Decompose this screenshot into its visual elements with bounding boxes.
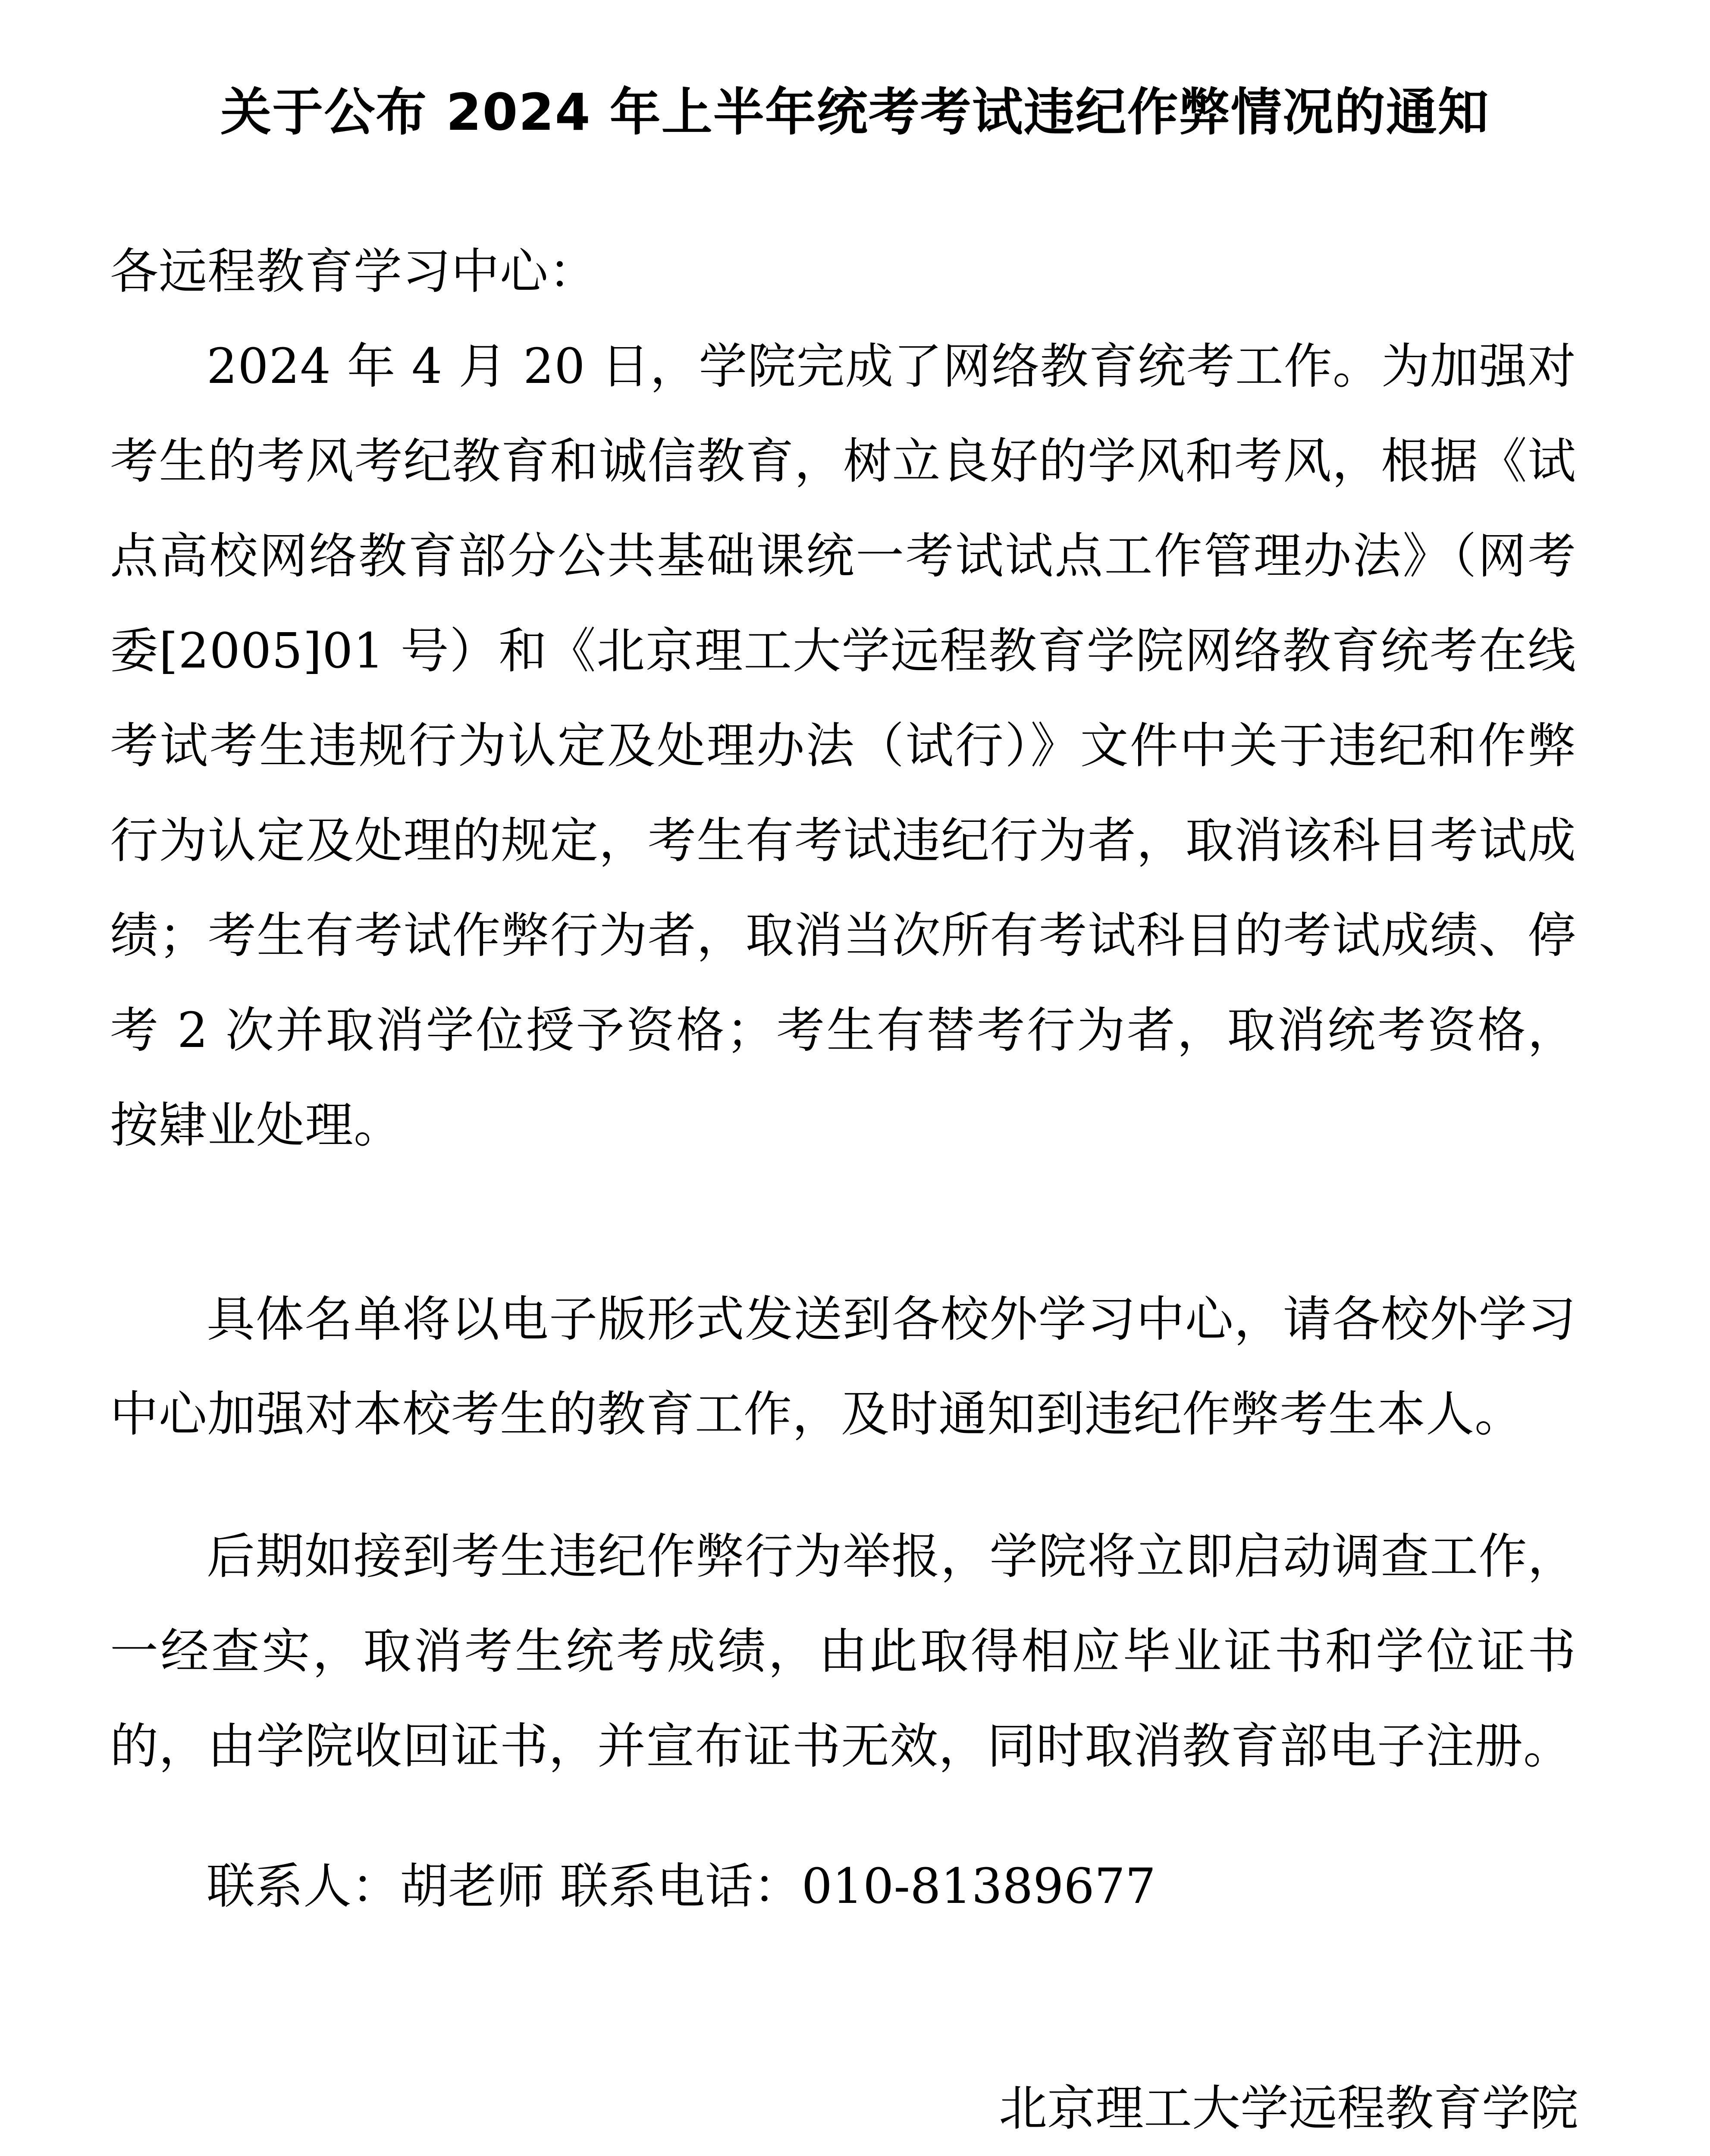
notice-title: 关于公布 2024 年上半年统考考试违纪作弊情况的通知: [220, 82, 1490, 142]
salutation: 各远程教育学习中心：: [110, 244, 597, 300]
contact-line: 联系人：胡老师 联系电话：010-81389677: [207, 1858, 1156, 1915]
paragraph-investigation: 后期如接到考生违纪作弊行为举报，学院将立即启动调查工作，一经查实，取消考生统考成绩，由此取得相应毕业证书和学位证书的，由学院收回证书，并宣布证书无效，同时取消教育部电子注册。: [110, 1529, 1576, 1774]
paragraph-list-notice: 具体名单将以电子版形式发送到各校外学习中心，请各校外学习中心加强对本校考生的教育工作，及时通知到违纪作弊考生本人。: [110, 1291, 1576, 1442]
issuer-signature: 北京理工大学远程教育学院: [999, 2081, 1578, 2137]
paragraph-main: 2024 年 4 月 20 日，学院完成了网络教育统考工作。为加强对考生的考风考纪教育和诚信教育，树立良好的学风和考风，根据《试点高校网络教育部分公共基础课统一考试试点工作管理办法》（网考委[2005]01 号）和《北京理工大学远程教育学院网络教育统考在线考试考生违规行为认定及处理办法（试行）》文件中关于违纪和作弊行为认定及处理的规定，考生有考试违纪行为者，取消该科目考试成绩；考生有考试作弊行为者，取消当次所有考试科目的考试成绩、停考 2 次并取消学位授予资格；考生有替考行为者，取消统考资格，按肄业处理。: [110, 338, 1576, 1153]
